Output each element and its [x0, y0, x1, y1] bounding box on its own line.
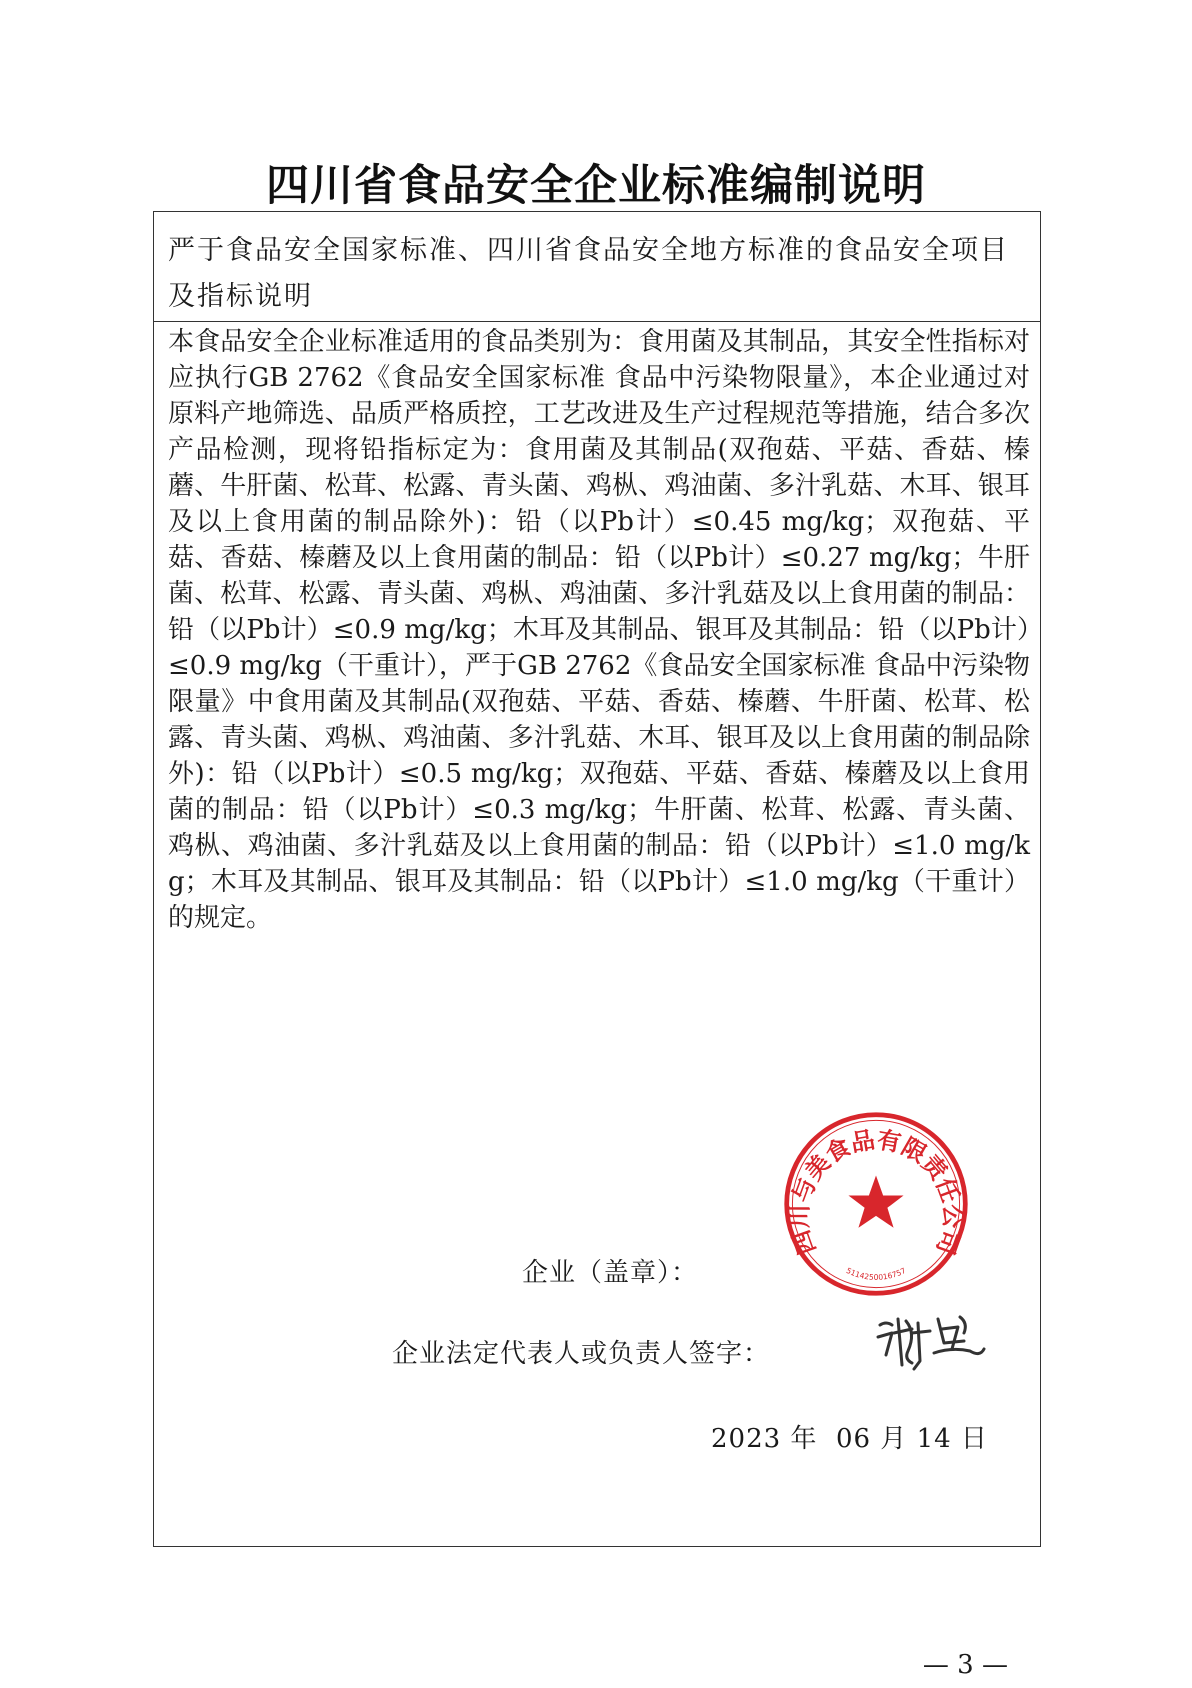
page-number: — 3 — [922, 1650, 1008, 1680]
company-seal-icon [781, 1109, 971, 1299]
svg-text:5114250016757: 5114250016757 [844, 1266, 908, 1282]
signing-date: 2023 年 06 月 14 日 [711, 1424, 988, 1454]
signature-label: 企业法定代表人或负责人签字： [392, 1339, 771, 1369]
seal-label: 企业（盖章）： [522, 1258, 699, 1288]
svg-text:四川与美食品有限责任公司: 四川与美食品有限责任公司 [785, 1125, 967, 1259]
explanation-text: 本食品安全企业标准适用的食品类别为：食用菌及其制品，其安全性指标对应执行GB 2762《食品安全国家标准 食品中污染物限量》，本企业通过对原料产地筛选、品质严格质控，工艺改进及生产过程规范等措施，结合多次产品检测，现将铅指标定为：食用菌及其制品(双孢菇、平菇、香菇、榛蘑、牛肝菌、松茸、松露、青头菌、鸡枞、鸡油菌、多汁乳菇、木耳、银耳及以上食用菌的制品除外)：铅（以Pb计）≤0.45 mg/kg；双孢菇、平菇、香菇、榛蘑及以上食用菌的制品：铅（以Pb计）≤0.27 mg/kg；牛肝菌、松茸、松露、青头菌、鸡枞、鸡油菌、多汁乳菇及以上食用菌的制品：铅（以Pb计）≤0.9 mg/kg；木耳及其制品、银耳及其制品：铅（以Pb计）≤0.9 mg/kg（干重计），严于GB 2762《食品安全国家标准 食品中污染物限量》中食用菌及其制品(双孢菇、平菇、香菇、榛蘑、牛肝菌、松茸、松露、青头菌、鸡枞、鸡油菌、多汁乳菇、木耳、银耳及以上食用菌的制品除外)：铅（以Pb计）≤0.5 mg/kg；双孢菇、平菇、香菇、榛蘑及以上食用菌的制品：铅（以Pb计）≤0.3 mg/kg；牛肝菌、松茸、松露、青头菌、鸡枞、鸡油菌、多汁乳菇及以上食用菌的制品：铅（以Pb计）≤1.0 mg/kg；木耳及其制品、银耳及其制品：铅（以Pb计）≤1.0 mg/kg（干重计）的规定。 [168, 327, 1030, 933]
table-header-cell: 严于食品安全国家标准、四川省食品安全地方标准的食品安全项目及指标说明 [154, 212, 1040, 322]
document-title: 四川省食品安全企业标准编制说明 [266, 161, 926, 211]
handwritten-signature-icon [872, 1303, 992, 1378]
